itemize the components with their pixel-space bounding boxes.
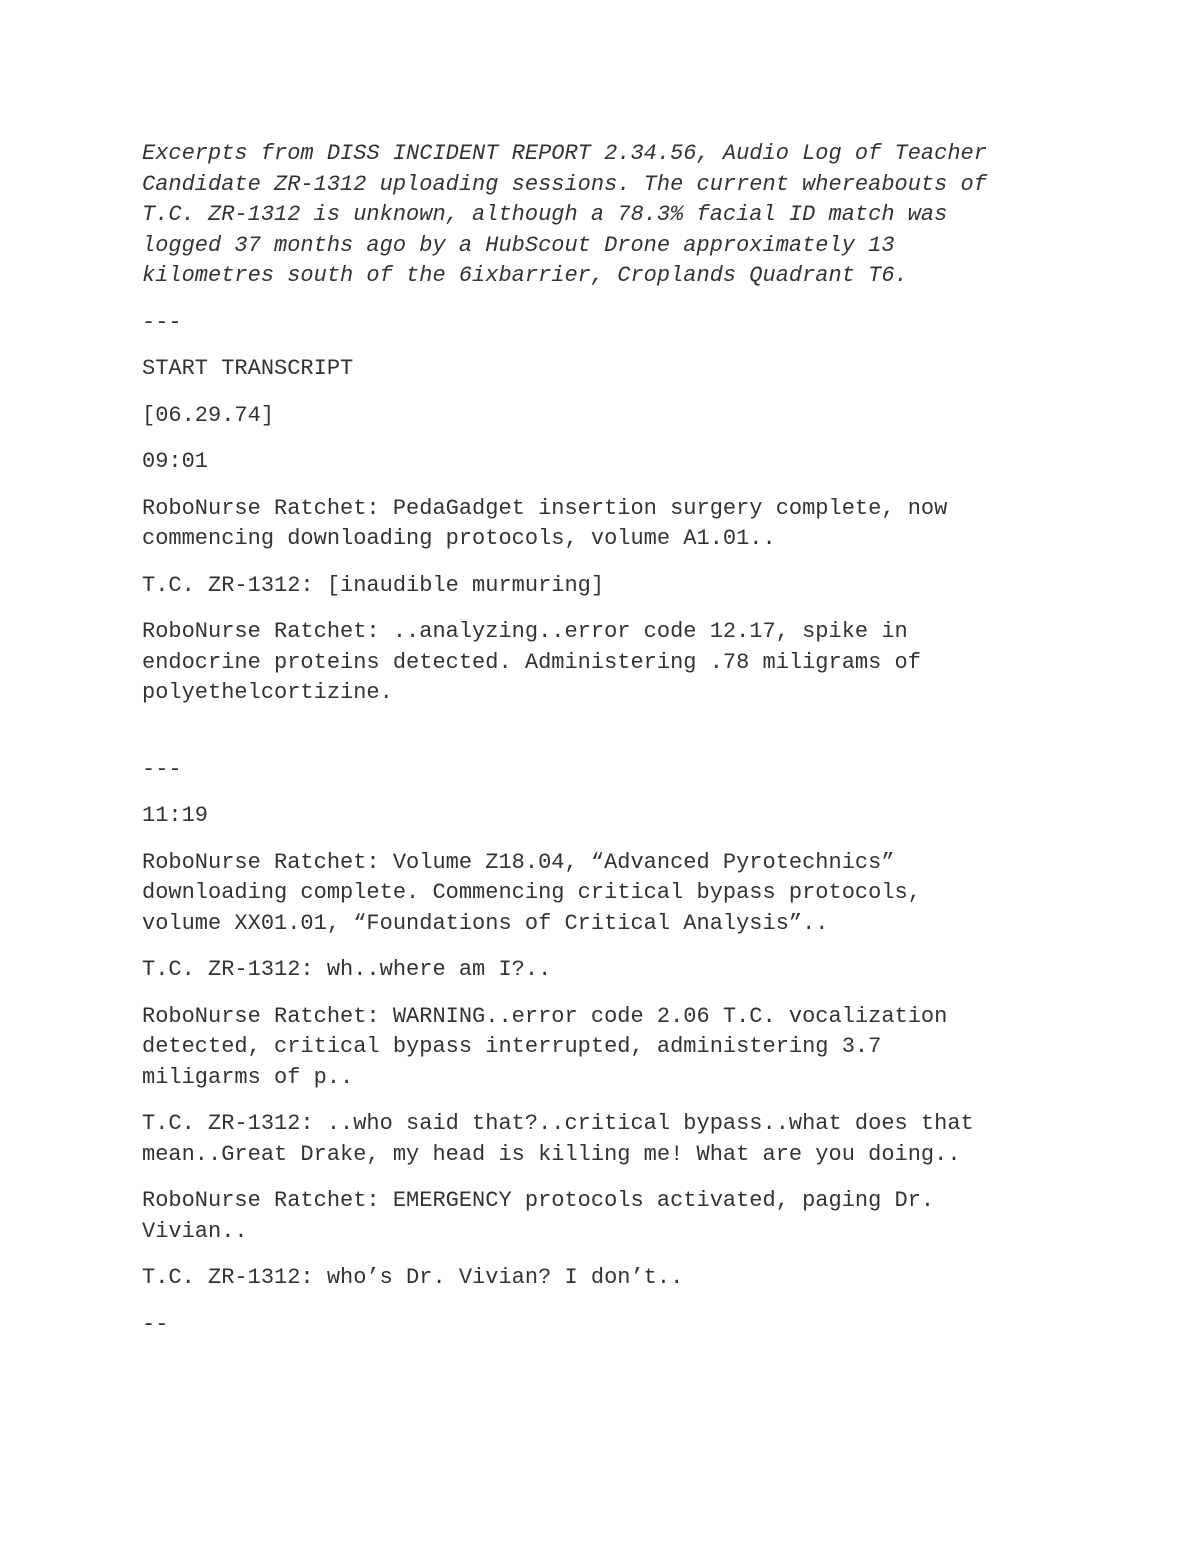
transcript-line: T.C. ZR-1312: [inaudible murmuring] (142, 572, 605, 598)
transcript-line: T.C. ZR-1312: who’s Dr. Vivian? I don’t.. (142, 1265, 684, 1290)
separator: -- (142, 1311, 169, 1337)
separator: --- (142, 309, 182, 335)
transcript-line: RoboNurse Ratchet: EMERGENCY protocols activated, paging Dr. Vivian.. (142, 1188, 935, 1244)
start-transcript-label: START TRANSCRIPT (142, 356, 354, 381)
transcript-line: RoboNurse Ratchet: PedaGadget insertion surgery complete, now commencing downloading protocols, volume A1.01.. (142, 495, 948, 551)
transcript-line: RoboNurse Ratchet: WARNING..error code 2.06 T.C. vocalization detected, critical bypass interrupted, administering 3.7 miligarms of p.. (142, 1003, 948, 1090)
transcript-line: T.C. ZR-1312: ..who said that?..critical bypass..what does that mean..Great Drake, my head is killing me! What are you doing.. (142, 1111, 974, 1167)
timestamp: 11:19 (142, 803, 209, 828)
transcript-line: RoboNurse Ratchet: ..analyzing..error code 12.17, spike in endocrine proteins detected. Administering .78 miligrams of polyethelcortizine. (142, 619, 921, 705)
timestamp: 09:01 (142, 449, 209, 474)
date-stamp: [06.29.74] (142, 402, 275, 428)
transcript-line: T.C. ZR-1312: wh..where am I?.. (142, 957, 552, 982)
document-page (142, 139, 1062, 1356)
intro-paragraph: Excerpts from DISS INCIDENT REPORT 2.34.56, Audio Log of Teacher Candidate ZR-1312 uploading sessions. The current whereabouts of T.C. ZR-1312 is unknown, although a 78.3% facial ID match was logged 37 months ago by a HubScout Drone approximately 13 kilometres south of the 6ixbarrier, Croplands Quadrant T6. (142, 141, 987, 288)
separator: --- (142, 756, 182, 782)
transcript-line: RoboNurse Ratchet: Volume Z18.04, “Advanced Pyrotechnics” downloading complete. Commencing critical bypass protocols, volume XX01.01, “Foundations of Critical Analysis”.. (142, 849, 921, 936)
